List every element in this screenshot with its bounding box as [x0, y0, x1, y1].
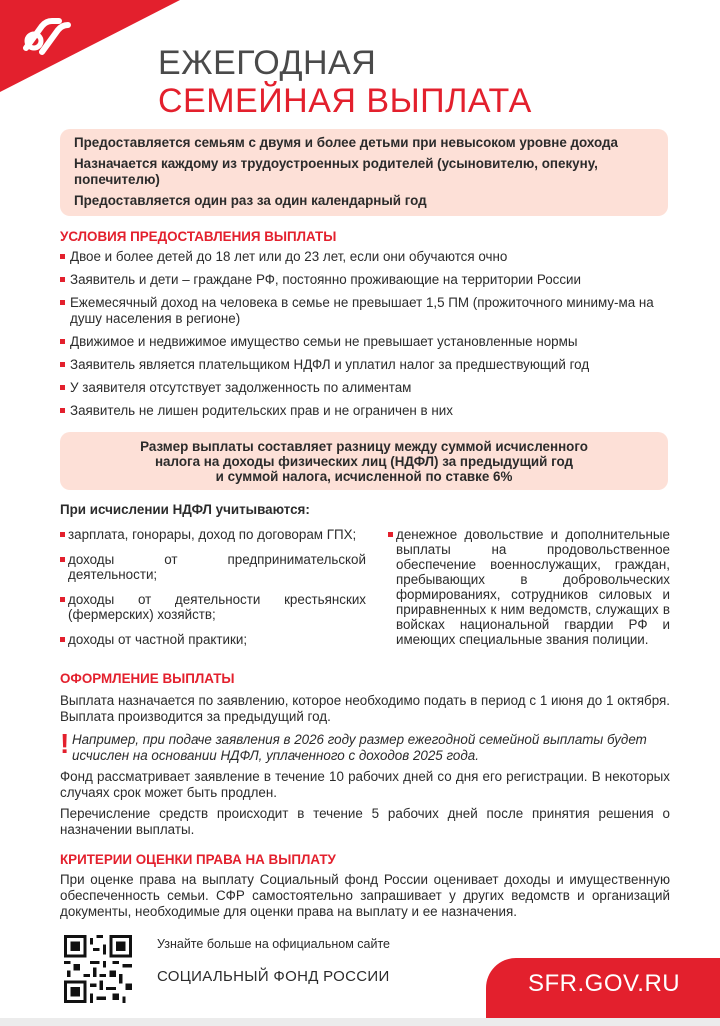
ndfl-left-list: [60, 527, 366, 657]
website-link[interactable]: SFR.GOV.RU: [486, 958, 720, 1018]
transfer-text: Перечисление средств происходит в течение 5 рабочих дней после принятия решения о назначении выплаты.: [60, 806, 670, 837]
intro-line: Предоставляется семьям с двумя и более детьми при невысоком уровне дохода: [74, 135, 618, 150]
qr-code-icon: [64, 935, 132, 1003]
title-line-2: СЕМЕЙНАЯ ВЫПЛАТА: [158, 82, 532, 120]
learn-more-text: Узнайте больше на официальном сайте: [157, 937, 391, 951]
list-item: Двое и более детей до 18 лет или до 23 лет, если они обучаются очно: [60, 249, 670, 265]
conditions-heading: УСЛОВИЯ ПРЕДОСТАВЛЕНИЯ ВЫПЛАТЫ: [60, 229, 337, 244]
bullet-icon: [60, 532, 65, 537]
list-item: Заявитель является плательщиком НДФЛ и уплатил налог за предшествующий год: [60, 357, 670, 373]
payment-size-box: [60, 432, 668, 490]
registration-text: Выплата назначается по заявлению, которое необходимо подать в период с 1 июня до 1 октября. Выплата производится за предыдущий год.: [60, 693, 670, 724]
review-text: Фонд рассматривает заявление в течение 10 рабочих дней со дня его регистрации. В некоторых случаях срок может быть продлен.: [60, 769, 670, 800]
registration-heading: ОФОРМЛЕНИЕ ВЫПЛАТЫ: [60, 671, 235, 686]
list-item: денежное довольствие и дополнительные выплаты на продовольственное обеспечение военнослужащих, граждан, пребывающих в добровольческих формированиях, сотрудников силовых и приравненных к ним ведомств, служащих в войсках национальной гвардии РФ и имеющих специальные звания полиции.: [388, 527, 670, 647]
ndfl-right-list: [388, 527, 670, 657]
list-item: Заявитель и дети – граждане РФ, постоянно проживающие на территории России: [60, 272, 670, 288]
bullet-icon: [60, 408, 65, 413]
fund-name: СОЦИАЛЬНЫЙ ФОНД РОССИИ: [157, 968, 390, 985]
list-item: доходы от частной практики;: [60, 632, 366, 647]
bullet-icon: [60, 557, 65, 562]
bullet-icon: [60, 362, 65, 367]
bullet-icon: [60, 385, 65, 390]
list-item: Ежемесячный доход на человека в семье не превышает 1,5 ПМ (прожиточного миниму-ма на душу населения в регионе): [60, 295, 670, 327]
list-item: Заявитель не лишен родительских прав и не ограничен в них: [60, 403, 670, 419]
list-item: доходы от предпринимательской деятельности;: [60, 552, 366, 582]
intro-line: Предоставляется один раз за один календарный год: [74, 193, 427, 208]
intro-line: Назначается каждому из трудоустроенных родителей (усыновителю, опекуну, попечителю): [74, 156, 598, 187]
exclamation-icon: !: [60, 728, 70, 759]
list-item: У заявителя отсутствует задолженность по алиментам: [60, 380, 670, 396]
criteria-text: При оценке права на выплату Социальный фонд России оценивает доходы и имущественную обеспеченность семьи. СФР самостоятельно запрашивает у других ведомств и организаций документы, необходимые для оценки права на выплату и ее назначения.: [60, 872, 670, 919]
example-note: Например, при подаче заявления в 2026 году размер ежегодной семейной выплаты будет исчислен на основании НДФЛ, уплаченного с доходов 2025 года.: [72, 732, 647, 763]
bullet-icon: [60, 597, 65, 602]
list-item: доходы от деятельности крестьянских (фермерских) хозяйств;: [60, 592, 366, 622]
sfr-logo-icon: [12, 8, 72, 64]
bullet-icon: [60, 277, 65, 282]
size-line: налога на доходы физических лиц (НДФЛ) за предыдущий год: [154, 454, 574, 469]
bullet-icon: [60, 300, 65, 305]
bullet-icon: [60, 339, 65, 344]
intro-box: [60, 129, 668, 216]
bullet-icon: [60, 637, 65, 642]
criteria-heading: КРИТЕРИИ ОЦЕНКИ ПРАВА НА ВЫПЛАТУ: [60, 852, 336, 867]
list-item: зарплата, гонорары, доход по договорам ГПХ;: [60, 527, 366, 542]
title-line-1: ЕЖЕГОДНАЯ: [158, 44, 377, 82]
ndfl-heading: При исчислении НДФЛ учитываются:: [60, 502, 310, 517]
conditions-list: [60, 249, 670, 426]
bullet-icon: [388, 532, 393, 537]
size-line: и суммой налога, исчисленной по ставке 6%: [215, 469, 513, 484]
list-item: Движимое и недвижимое имущество семьи не превышает установленные нормы: [60, 334, 670, 350]
size-line: Размер выплаты составляет разницу между суммой исчисленного: [140, 439, 588, 454]
bullet-icon: [60, 254, 65, 259]
